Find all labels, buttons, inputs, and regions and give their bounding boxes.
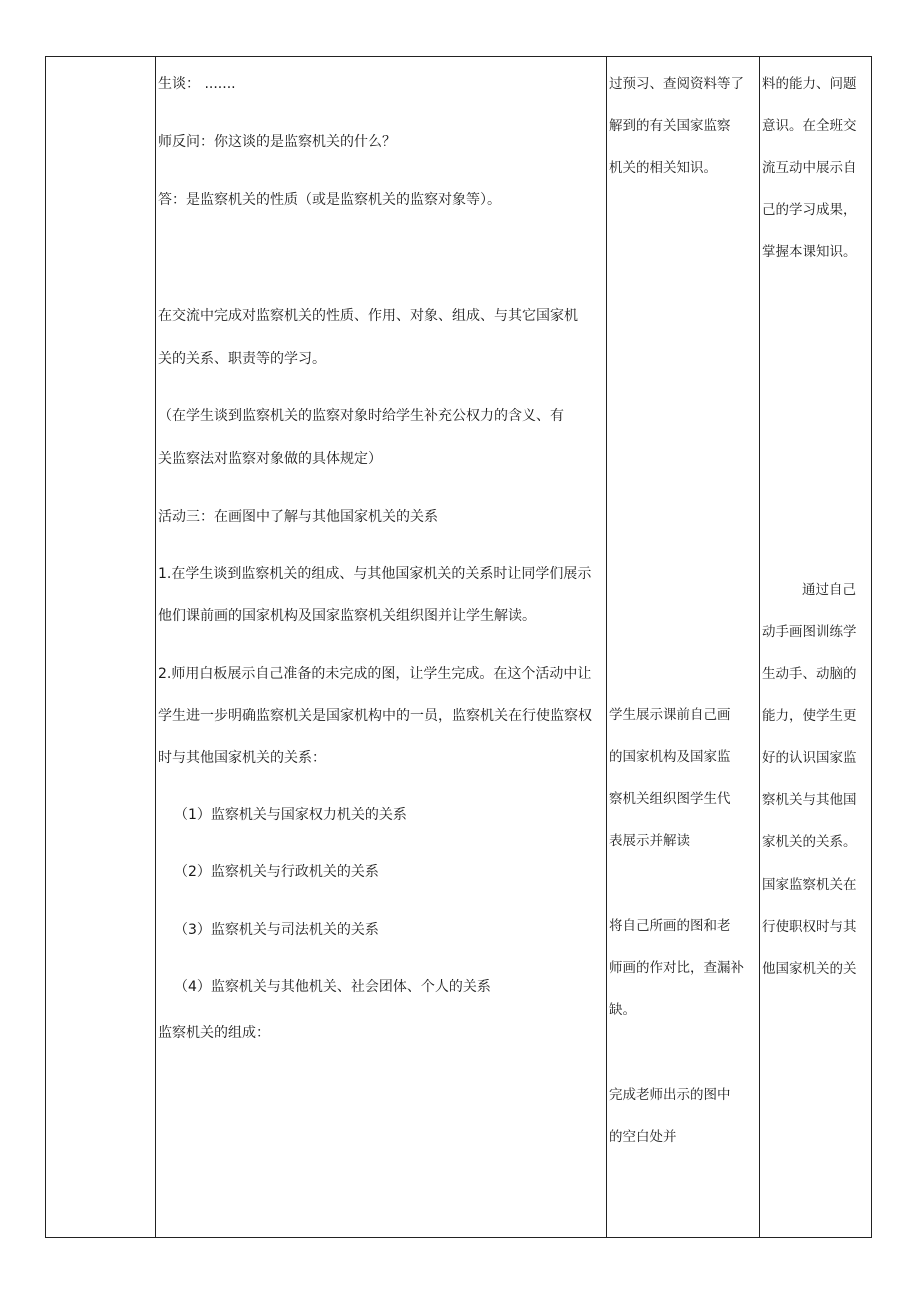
table-text-line: 生动手、动脑的 xyxy=(762,666,857,682)
table-text-line: 缺。 xyxy=(609,1002,636,1018)
table-text-line: 他们课前画的国家机构及国家监察机关组织图并让学生解读。 xyxy=(158,608,536,624)
table-text-line: 国家监察机关在 xyxy=(762,877,857,893)
table-text-line: 行使职权时与其 xyxy=(762,919,857,935)
table-text-line: 关的关系、职责等的学习。 xyxy=(158,351,326,367)
table-text-line: 通过自己 xyxy=(802,582,856,598)
table-text-line: 师画的作对比，查漏补 xyxy=(609,960,744,976)
table-text-line: （4）监察机关与其他机关、社会团体、个人的关系 xyxy=(174,979,491,995)
design-intent-column xyxy=(760,57,871,1237)
table-text-line: 过预习、查阅资料等了 xyxy=(609,76,744,92)
table-column-1 xyxy=(46,57,156,1237)
table-text-line: 时与其他国家机关的关系： xyxy=(158,750,326,766)
table-text-line: 监察机关的组成： xyxy=(158,1025,270,1041)
table-text-line: 完成老师出示的图中 xyxy=(609,1087,731,1103)
table-text-line: 料的能力、问题 xyxy=(762,76,857,92)
table-text-line: 的国家机构及国家监 xyxy=(609,749,731,765)
table-text-line: 能力，使学生更 xyxy=(762,708,857,724)
table-text-line: 动手画图训练学 xyxy=(762,624,857,640)
table-text-line: 他国家机关的关 xyxy=(762,961,857,977)
table-text-line: 家机关的关系。 xyxy=(762,834,857,850)
table-text-line: 察机关组织图学生代 xyxy=(609,791,731,807)
table-text-line: 己的学习成果， xyxy=(762,202,857,218)
table-text-line: 学生展示课前自己画 xyxy=(609,707,731,723)
table-text-line: 师反问：你这谈的是监察机关的什么？ xyxy=(158,134,396,150)
table-text-line: （1）监察机关与国家权力机关的关系 xyxy=(174,807,407,823)
table-text-line: 的空白处并 xyxy=(609,1129,677,1145)
table-text-line: 解到的有关国家监察 xyxy=(609,118,731,134)
table-text-line: （2）监察机关与行政机关的关系 xyxy=(174,864,379,880)
table-text-line: 好的认识国家监 xyxy=(762,750,857,766)
table-text-line: 在交流中完成对监察机关的性质、作用、对象、组成、与其它国家机 xyxy=(158,308,578,324)
table-text-line: 答：是监察机关的性质（或是监察机关的监察对象等）。 xyxy=(158,192,501,208)
table-text-line: 流互动中展示自 xyxy=(762,160,857,176)
table-text-line: 关监察法对监察对象做的具体规定） xyxy=(158,451,382,467)
table-text-line: （在学生谈到监察机关的监察对象时给学生补充公权力的含义、有 xyxy=(158,408,564,424)
table-text-line: 将自己所画的图和老 xyxy=(609,918,731,934)
table-text-line: 机关的相关知识。 xyxy=(609,160,717,176)
table-text-line: 掌握本课知识。 xyxy=(762,244,857,260)
table-text-line: 意识。在全班交 xyxy=(762,118,857,134)
table-text-line: 察机关与其他国 xyxy=(762,792,857,808)
table-text-line: 生谈： ....... xyxy=(158,76,236,92)
table-text-line: 2.师用白板展示自己准备的未完成的图，让学生完成。在这个活动中让 xyxy=(158,666,592,682)
table-text-line: 表展示并解读 xyxy=(609,833,690,849)
lesson-plan-table xyxy=(45,56,872,1238)
table-text-line: 学生进一步明确监察机关是国家机构中的一员，监察机关在行使监察权 xyxy=(158,708,592,724)
table-text-line: 1.在学生谈到监察机关的组成、与其他国家机关的关系时让同学们展示 xyxy=(158,566,592,582)
table-text-line: （3）监察机关与司法机关的关系 xyxy=(174,922,379,938)
teaching-process-column xyxy=(156,57,607,1237)
student-activity-column xyxy=(607,57,760,1237)
table-text-line: 活动三：在画图中了解与其他国家机关的关系 xyxy=(158,509,438,525)
